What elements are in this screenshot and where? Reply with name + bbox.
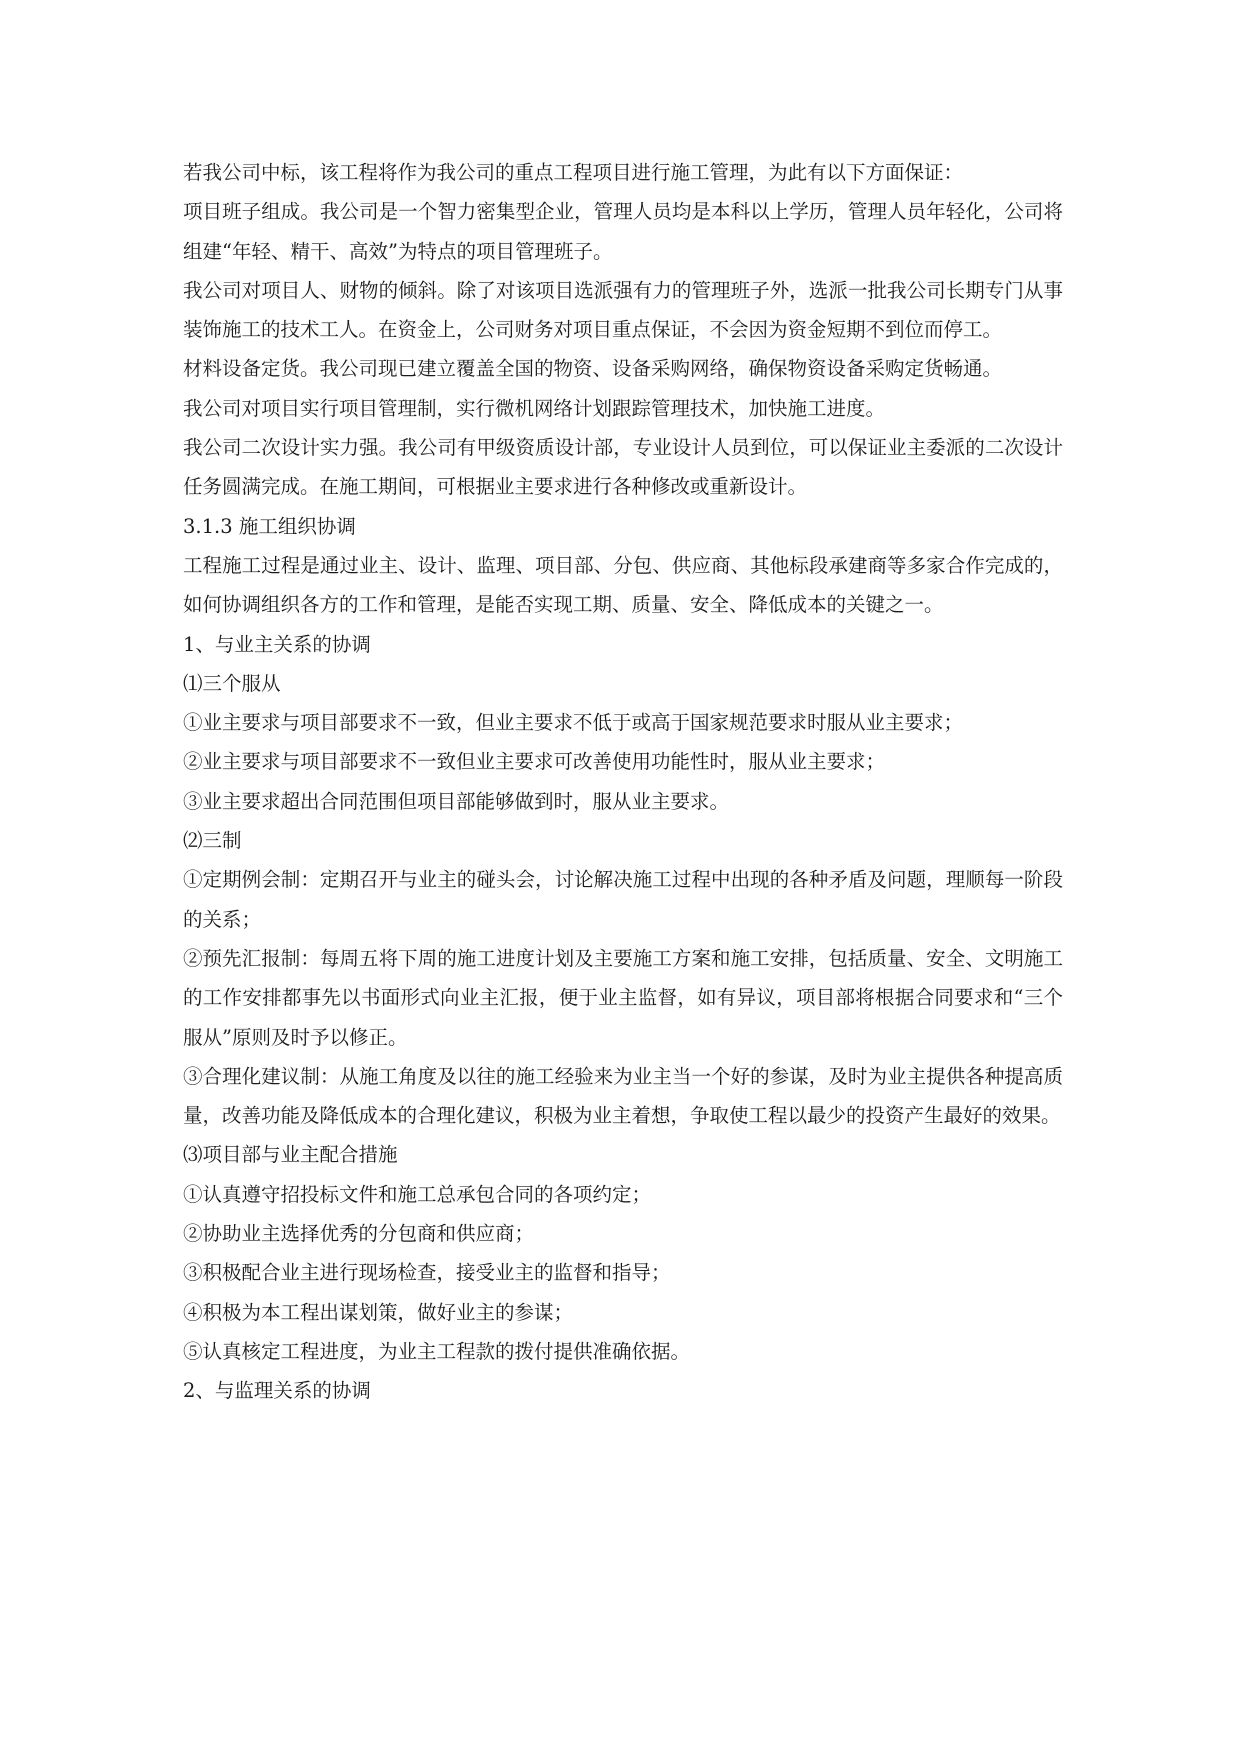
paragraph-team: 项目班子组成。我公司是一个智力密集型企业，管理人员均是本科以上学历，管理人员年轻化，公司将组建“年轻、精干、高效”为特点的项目管理班子。 — [183, 200, 1063, 263]
list-item: ③积极配合业主进行现场检查，接受业主的监督和指导； — [183, 1261, 671, 1285]
list-item: ②预先汇报制：每周五将下周的施工进度计划及主要施工方案和施工安排，包括质量、安全、文明施工的工作安排都事先以书面形式向业主汇报，便于业主监督，如有异议，项目部将根据合同要求和“三个服从”原则及时予以修正。 — [183, 946, 1063, 1049]
section-heading: 3.1.3 施工组织协调 — [183, 514, 356, 538]
list-item: ①定期例会制：定期召开与业主的碰头会，讨论解决施工过程中出现的各种矛盾及问题，理顺每一阶段的关系； — [183, 868, 1063, 931]
subheading-supervisor: 2、与监理关系的协调 — [183, 1379, 371, 1403]
item-cooperation-measures: ⑶项目部与业主配合措施 — [183, 1143, 398, 1167]
item-three-obey: ⑴三个服从 — [183, 671, 281, 695]
paragraph-coordination: 工程施工过程是通过业主、设计、监理、项目部、分包、供应商、其他标段承建商等多家合作完成的，如何协调组织各方的工作和管理，是能否实现工期、质量、安全、降低成本的关键之一。 — [183, 553, 1063, 617]
list-item: ④积极为本工程出谋划策，做好业主的参谋； — [183, 1300, 574, 1324]
document-body — [183, 153, 1063, 1411]
paragraph-resources: 我公司对项目人、财物的倾斜。除了对该项目选派强有力的管理班子外，选派一批我公司长期专门从事装饰施工的技术工人。在资金上，公司财务对项目重点保证，不会因为资金短期不到位而停工。 — [183, 278, 1063, 342]
subheading-owner: 1、与业主关系的协调 — [183, 632, 371, 656]
list-item: ③业主要求超出合同范围但项目部能够做到时，服从业主要求。 — [183, 789, 730, 813]
list-item: ①认真遵守招投标文件和施工总承包合同的各项约定； — [183, 1182, 652, 1206]
list-item: ⑤认真核定工程进度，为业主工程款的拨付提供准确依据。 — [183, 1339, 691, 1363]
paragraph-design: 我公司二次设计实力强。我公司有甲级资质设计部，专业设计人员到位，可以保证业主委派的二次设计任务圆满完成。在施工期间，可根据业主要求进行各种修改或重新设计。 — [183, 436, 1063, 499]
list-item: ②业主要求与项目部要求不一致但业主要求可改善使用功能性时，服从业主要求； — [183, 750, 886, 774]
paragraph-materials: 材料设备定货。我公司现已建立覆盖全国的物资、设备采购网络，确保物资设备采购定货畅通。 — [183, 357, 1003, 381]
paragraph-management: 我公司对项目实行项目管理制，实行微机网络计划跟踪管理技术，加快施工进度。 — [183, 396, 886, 420]
list-item: ③合理化建议制：从施工角度及以往的施工经验来为业主当一个好的参谋，及时为业主提供各种提高质量，改善功能及降低成本的合理化建议，积极为业主着想，争取使工程以最少的投资产生最好的效果。 — [183, 1064, 1063, 1128]
list-item: ①业主要求与项目部要求不一致，但业主要求不低于或高于国家规范要求时服从业主要求； — [183, 711, 964, 735]
item-three-systems: ⑵三制 — [183, 829, 242, 853]
list-item: ②协助业主选择优秀的分包商和供应商； — [183, 1222, 535, 1246]
paragraph-intro: 若我公司中标，该工程将作为我公司的重点工程项目进行施工管理，为此有以下方面保证： — [183, 161, 964, 184]
